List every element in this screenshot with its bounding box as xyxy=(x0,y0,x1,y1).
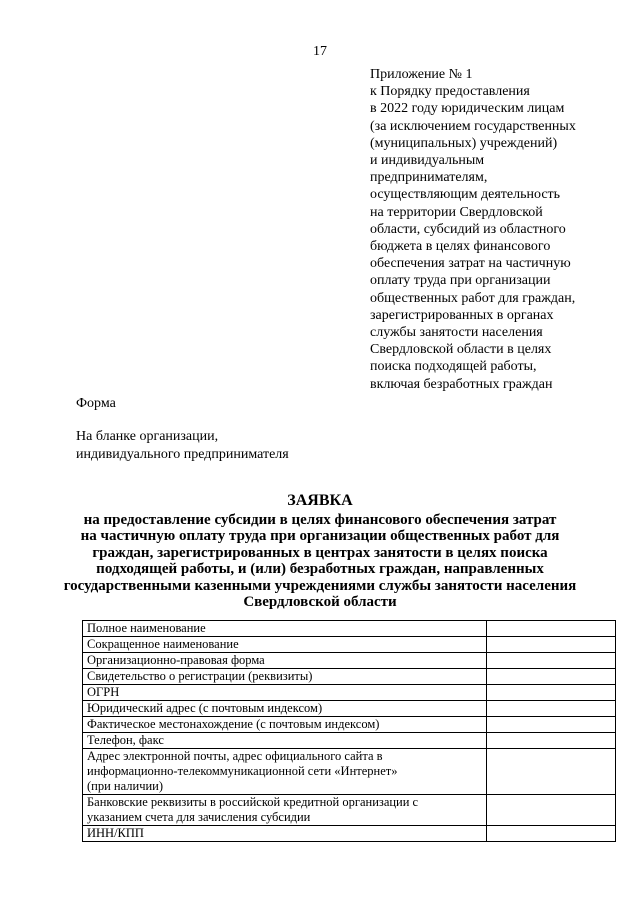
field-label-line: Фактическое местонахождение (с почтовым индексом) xyxy=(87,717,380,731)
field-label-line: ИНН/КПП xyxy=(87,826,144,840)
table-row xyxy=(83,701,616,717)
appendix-line: в 2022 году юридическим лицам xyxy=(370,101,565,117)
appendix-line: обеспечения затрат на частичную xyxy=(370,256,571,272)
table-row xyxy=(83,749,616,795)
appendix-note xyxy=(370,66,620,393)
appendix-line: области, субсидий из областного xyxy=(370,221,566,237)
appendix-line: осуществляющим деятельность xyxy=(370,187,561,203)
field-value-cell[interactable] xyxy=(487,669,616,685)
field-label-cell xyxy=(83,637,487,653)
field-label-cell xyxy=(83,826,487,842)
field-value-cell[interactable] xyxy=(487,685,616,701)
field-value-cell[interactable] xyxy=(487,653,616,669)
field-label-cell xyxy=(83,701,487,717)
field-label-line: Юридический адрес (с почтовым индексом) xyxy=(87,701,323,715)
field-label-cell xyxy=(83,669,487,685)
appendix-line: (муниципальных) учреждений) xyxy=(370,135,558,151)
appendix-line: Свердловской области в целях xyxy=(370,342,552,358)
appendix-line: бюджета в целях финансового xyxy=(370,239,551,255)
title-line: на предоставление субсидии в целях финансового обеспечения затрат xyxy=(83,511,557,528)
appendix-line: предпринимателям, xyxy=(370,170,488,186)
appendix-line: Приложение № 1 xyxy=(370,67,473,82)
appendix-line: службы занятости населения xyxy=(370,325,543,341)
field-label-line: Сокращенное наименование xyxy=(87,637,239,651)
field-value-cell[interactable] xyxy=(487,795,616,826)
field-label-line: Организационно-правовая форма xyxy=(87,653,265,667)
field-label-cell xyxy=(83,749,487,795)
field-value-cell[interactable] xyxy=(487,826,616,842)
title-line: на частичную оплату труда при организации общественных работ для xyxy=(80,528,560,544)
field-value-cell[interactable] xyxy=(487,637,616,653)
appendix-line: включая безработных граждан xyxy=(370,376,553,392)
field-value-cell[interactable] xyxy=(487,749,616,795)
field-label-line: Свидетельство о регистрации (реквизиты) xyxy=(87,669,313,683)
appendix-line: зарегистрированных в органах xyxy=(370,307,554,323)
title-line: государственными казенными учреждениями службы занятости населения xyxy=(63,577,577,594)
appendix-line: к Порядку предоставления xyxy=(370,84,530,100)
field-label-cell xyxy=(83,733,487,749)
field-value-cell[interactable] xyxy=(487,701,616,717)
field-label-cell xyxy=(83,653,487,669)
application-info-table xyxy=(82,620,616,842)
title-line: граждан, зарегистрированных в центрах занятости в целях поиска xyxy=(92,544,548,561)
field-label-line: (при наличии) xyxy=(87,779,164,793)
appendix-line: и индивидуальным xyxy=(370,153,485,169)
field-label-cell xyxy=(83,685,487,701)
letterhead-line: индивидуального предпринимателя xyxy=(76,447,289,462)
form-label: Форма xyxy=(76,396,116,411)
letterhead-line: На бланке организации, xyxy=(76,429,219,444)
field-label-line: Полное наименование xyxy=(87,621,206,635)
appendix-line: оплату труда при организации xyxy=(370,273,551,289)
field-label-cell xyxy=(83,621,487,637)
field-value-cell[interactable] xyxy=(487,733,616,749)
table-row xyxy=(83,637,616,653)
field-label-cell xyxy=(83,795,487,826)
field-value-cell[interactable] xyxy=(487,621,616,637)
title-line: Свердловской области xyxy=(243,594,397,610)
field-label-line: ОГРН xyxy=(87,685,120,699)
field-label-line: Банковские реквизиты в российской кредитной организации с xyxy=(87,795,419,809)
appendix-line: общественных работ для граждан, xyxy=(370,290,576,306)
table-row xyxy=(83,733,616,749)
field-label-line: Телефон, факс xyxy=(87,733,164,747)
appendix-line: на территории Свердловской xyxy=(370,204,543,220)
field-label-line: Адрес электронной почты, адрес официального сайта в xyxy=(87,749,383,763)
letterhead-note xyxy=(76,428,289,464)
page-number: 17 xyxy=(313,44,327,59)
table-row xyxy=(83,669,616,685)
field-label-cell xyxy=(83,717,487,733)
table-row xyxy=(83,685,616,701)
field-label-line: информационно-телекоммуникационной сети «Интернет» xyxy=(87,764,398,778)
appendix-line: (за исключением государственных xyxy=(370,118,576,134)
table-row xyxy=(83,621,616,637)
table-row xyxy=(83,795,616,826)
title-heading: ЗАЯВКА xyxy=(287,492,353,509)
document-title xyxy=(0,493,640,611)
title-line: подходящей работы, и (или) безработных граждан, направленных xyxy=(96,561,544,577)
table-row xyxy=(83,826,616,842)
table-row xyxy=(83,653,616,669)
table-row xyxy=(83,717,616,733)
field-value-cell[interactable] xyxy=(487,717,616,733)
appendix-line: поиска подходящей работы, xyxy=(370,359,537,375)
field-label-line: указанием счета для зачисления субсидии xyxy=(87,810,311,824)
